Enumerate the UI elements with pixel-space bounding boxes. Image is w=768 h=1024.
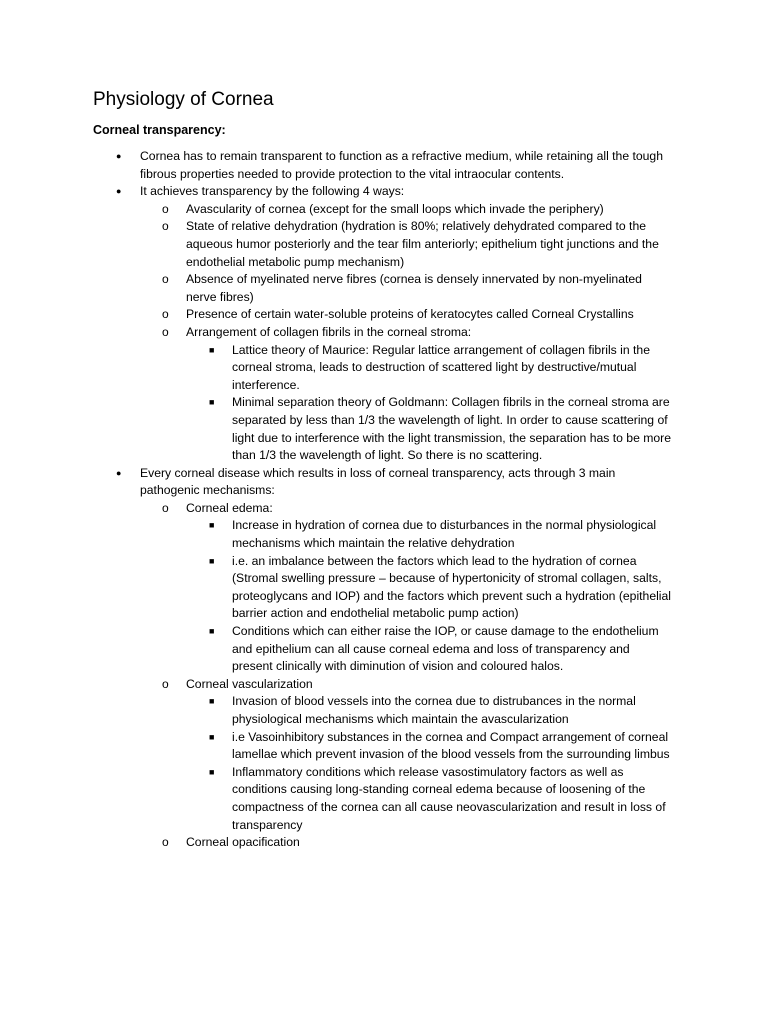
list-item-text: Presence of certain water-soluble proteins of keratocytes called Corneal Crystallins bbox=[186, 307, 634, 322]
list-item bbox=[0, 201, 672, 219]
circle-marker: o bbox=[162, 835, 169, 850]
circle-marker: o bbox=[162, 307, 169, 322]
square-marker: ■ bbox=[209, 520, 215, 531]
bullet-marker: ● bbox=[116, 151, 122, 161]
list-item-text: i.e. an imbalance between the factors which lead to the hydration of cornea (Stromal swelling pressure – because of hypertonicity of stromal collagen, salts, proteoglycans and IOP) and the factors which prevent such a hydration (epithelial barrier action and endothelial metabolic pump action) bbox=[232, 553, 671, 621]
list-item-text: Absence of myelinated nerve fibres (cornea is densely innervated by non-myelinated nerve fibres) bbox=[186, 272, 642, 304]
list-item bbox=[0, 394, 672, 464]
list-item bbox=[0, 500, 672, 518]
list-item bbox=[0, 834, 672, 852]
list-item bbox=[0, 324, 672, 342]
list-item bbox=[0, 693, 672, 728]
square-marker: ■ bbox=[209, 555, 215, 566]
bullet-marker: ● bbox=[116, 467, 122, 478]
circle-marker: o bbox=[162, 500, 169, 515]
list-item-text: Every corneal disease which results in loss of corneal transparency, acts through 3 main pathogenic mechanisms: bbox=[140, 465, 616, 498]
square-marker: ■ bbox=[209, 626, 215, 637]
page-title: Physiology of Cornea bbox=[93, 89, 274, 110]
list-item bbox=[0, 271, 672, 306]
list-item-text: Cornea has to remain transparent to function as a refractive medium, while retaining all the tough fibrous properties needed to provide protection to the vital intraocular contents. bbox=[140, 149, 663, 181]
list-item-text: Lattice theory of Maurice: Regular lattice arrangement of collagen fibrils in the corneal stroma, leads to destruction of scattered light by destructive/mutual interference. bbox=[232, 342, 650, 392]
list-item-text: Corneal edema: bbox=[186, 500, 273, 515]
square-marker: ■ bbox=[209, 344, 215, 355]
circle-marker: o bbox=[162, 219, 169, 234]
list-item bbox=[0, 676, 672, 694]
bullet-marker: ● bbox=[116, 186, 122, 197]
list-item-text: Conditions which can either raise the IOP, or cause damage to the endothelium and epithelium can all cause corneal edema and loss of transparency and present clinically with diminution of vision and coloured halos. bbox=[232, 624, 659, 674]
square-marker: ■ bbox=[209, 766, 215, 777]
list-item bbox=[0, 342, 672, 395]
list-item-text: Invasion of blood vessels into the cornea due to distrubances in the normal physiological mechanisms which maintain the avascularization bbox=[232, 694, 636, 726]
list-item-text: It achieves transparency by the following 4 ways: bbox=[140, 184, 405, 199]
section-heading: Corneal transparency: bbox=[93, 123, 226, 137]
list-item-text: Corneal opacification bbox=[186, 835, 300, 850]
list-item bbox=[0, 517, 672, 552]
list-item bbox=[0, 218, 672, 271]
list-item-text: Increase in hydration of cornea due to disturbances in the normal physiological mechanisms which maintain the relative dehydration bbox=[232, 518, 657, 551]
list-item bbox=[0, 623, 672, 676]
circle-marker: o bbox=[162, 676, 169, 691]
list-item-text: i.e Vasoinhibitory substances in the cornea and Compact arrangement of corneal lamellae which prevent invasion of the blood vessels from the surrounding limbus bbox=[232, 729, 670, 762]
list-item bbox=[0, 306, 672, 324]
list-item bbox=[0, 183, 672, 201]
list-item bbox=[0, 729, 672, 764]
list-item-text: Inflammatory conditions which release vasostimulatory factors as well as conditions causing long-standing corneal edema because of loosening of the compactness of the cornea can all cause neovascularization and result in loss of transparency bbox=[232, 764, 666, 832]
list-item-text: State of relative dehydration (hydration is 80%; relatively dehydrated compared to the aqueous humor posteriorly and the tear film anteriorly; epithelium tight junctions and the endothelial metabolic pump mechanism) bbox=[186, 219, 659, 269]
square-marker: ■ bbox=[209, 397, 215, 408]
circle-marker: o bbox=[162, 324, 169, 339]
list-item-text: Arrangement of collagen fibrils in the corneal stroma: bbox=[186, 324, 472, 339]
list-item-text: Corneal vascularization bbox=[186, 676, 313, 691]
square-marker: ■ bbox=[209, 731, 215, 742]
square-marker: ■ bbox=[209, 696, 215, 707]
list-item bbox=[0, 764, 672, 834]
list-item bbox=[0, 148, 672, 183]
circle-marker: o bbox=[162, 272, 169, 287]
list-item bbox=[0, 553, 672, 623]
list-item-text: Minimal separation theory of Goldmann: Collagen fibrils in the corneal stroma are separated by less than 1/3 the wavelength of light. In order to cause scattering of light due to interference with the light transmission, the separation has to be more than 1/3 the wavelength of light. So there is no scattering. bbox=[232, 395, 671, 463]
list-item-text: Avascularity of cornea (except for the small loops which invade the periphery) bbox=[186, 201, 604, 216]
circle-marker: o bbox=[162, 201, 169, 216]
list-item bbox=[0, 465, 672, 500]
bullet-list bbox=[0, 148, 768, 852]
